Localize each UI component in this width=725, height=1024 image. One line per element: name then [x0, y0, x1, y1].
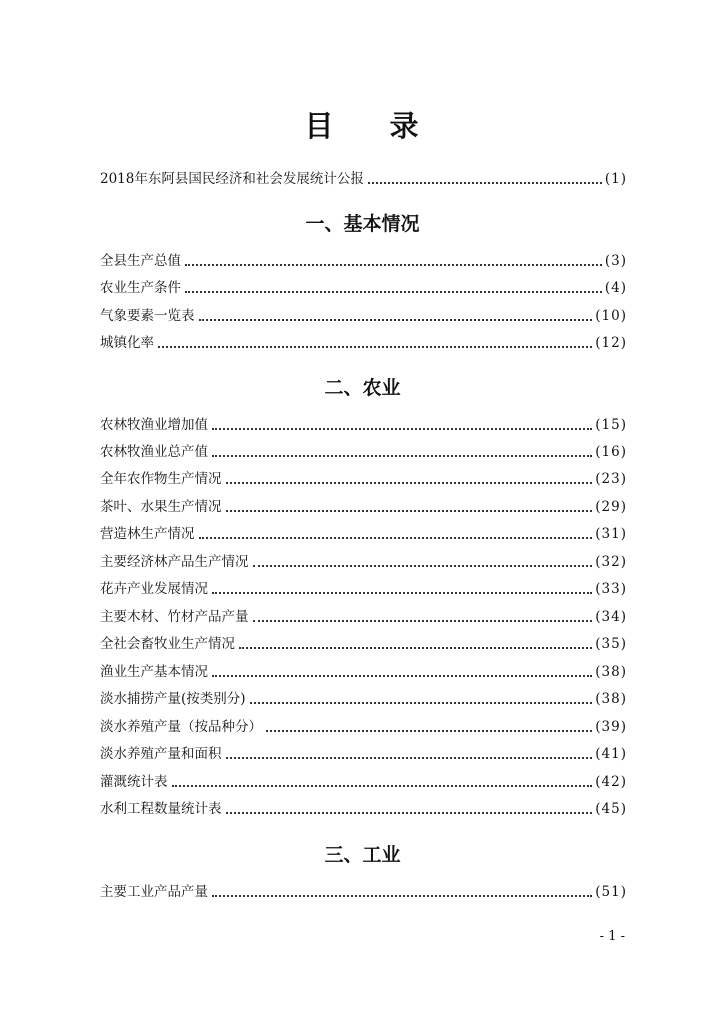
section-heading-basic: 一、基本情况 — [305, 213, 420, 235]
dot-leader — [239, 647, 592, 649]
toc-entry-page: (38) — [595, 691, 627, 707]
toc-entry[interactable] — [100, 439, 627, 461]
toc-entry-page: (45) — [595, 801, 627, 817]
toc-entry-label: 主要木材、竹材产品产量 — [100, 609, 249, 625]
toc-entry-label: 全县生产总值 — [100, 253, 181, 269]
toc-entry-page: (51) — [595, 884, 627, 900]
toc-entry-intro[interactable] — [100, 166, 627, 188]
dot-leader — [226, 482, 593, 484]
toc-entry-label: 淡水养殖产量（按品种分） — [100, 719, 262, 735]
toc-entry[interactable] — [100, 303, 627, 325]
toc-entry-label: 气象要素一览表 — [100, 308, 195, 324]
toc-entry[interactable] — [100, 549, 627, 571]
toc-entry-label: 淡水养殖产量和面积 — [100, 746, 222, 762]
toc-entry-label: 城镇化率 — [100, 335, 154, 351]
page-title — [0, 104, 725, 145]
toc-entry[interactable] — [100, 604, 627, 626]
dot-leader — [212, 428, 592, 430]
toc-entry-page: (39) — [595, 719, 627, 735]
dot-leader — [199, 537, 593, 539]
toc-entry-page: (23) — [595, 471, 627, 487]
dot-leader — [226, 757, 593, 759]
toc-entry-label: 渔业生产基本情况 — [100, 664, 208, 680]
toc-entry-label: 灌溉统计表 — [100, 774, 168, 790]
page-title-char-1: 目 — [304, 109, 336, 143]
toc-entry-page: (35) — [595, 636, 627, 652]
toc-entry[interactable] — [100, 412, 627, 434]
toc-entry[interactable] — [100, 714, 627, 736]
toc-entry-page: (16) — [595, 444, 627, 460]
dot-leader — [158, 346, 592, 348]
toc-entry-page: (12) — [595, 335, 627, 351]
dot-leader — [253, 620, 593, 622]
dot-leader — [368, 182, 602, 184]
toc-entry-label: 主要经济林产品生产情况 — [100, 554, 249, 570]
dot-leader — [250, 702, 593, 704]
toc-entry[interactable] — [100, 659, 627, 681]
toc-entry-page: (32) — [595, 554, 627, 570]
toc-entry-page: (10) — [595, 308, 627, 324]
toc-entry[interactable] — [100, 275, 627, 297]
toc-entry[interactable] — [100, 521, 627, 543]
page-title-char-2: 录 — [389, 109, 421, 143]
dot-leader — [185, 264, 602, 266]
toc-entry-label: 主要工业产品产量 — [100, 884, 208, 900]
toc-entry-page: (34) — [595, 609, 627, 625]
toc-entry-page: (1) — [604, 171, 627, 187]
toc-entry-page: (38) — [595, 664, 627, 680]
toc-entry-label: 全社会畜牧业生产情况 — [100, 636, 235, 652]
toc-entry[interactable] — [100, 466, 627, 488]
toc-entry-label: 茶叶、水果生产情况 — [100, 499, 222, 515]
toc-entry-page: (42) — [595, 774, 627, 790]
section-heading-agriculture: 二、农业 — [324, 377, 401, 399]
section-heading-industry: 三、工业 — [324, 844, 401, 866]
toc-entry[interactable] — [100, 741, 627, 763]
dot-leader — [253, 565, 593, 567]
toc-entry-page: (3) — [604, 253, 627, 269]
dot-leader — [212, 895, 592, 897]
toc-entry-label: 水利工程数量统计表 — [100, 801, 222, 817]
toc-entry-label: 农业生产条件 — [100, 280, 181, 296]
dot-leader — [199, 319, 593, 321]
dot-leader — [172, 785, 593, 787]
dot-leader — [226, 510, 593, 512]
toc-entry-page: (29) — [595, 499, 627, 515]
toc-entry-label: 2018年东阿县国民经济和社会发展统计公报 — [100, 171, 364, 187]
toc-entry-page: (31) — [595, 526, 627, 542]
toc-entry[interactable] — [100, 769, 627, 791]
dot-leader — [226, 812, 593, 814]
dot-leader — [185, 291, 602, 293]
toc-entry[interactable] — [100, 248, 627, 270]
toc-entry[interactable] — [100, 686, 627, 708]
dot-leader — [212, 455, 592, 457]
toc-entry[interactable] — [100, 631, 627, 653]
toc-entry[interactable] — [100, 796, 627, 818]
dot-leader — [212, 592, 592, 594]
toc-entry-label: 农林牧渔业增加值 — [100, 417, 208, 433]
toc-entry-label: 全年农作物生产情况 — [100, 471, 222, 487]
toc-entry-label: 花卉产业发展情况 — [100, 581, 208, 597]
toc-entry-page: (41) — [595, 746, 627, 762]
toc-entry-label: 营造林生产情况 — [100, 526, 195, 542]
toc-entry[interactable] — [100, 576, 627, 598]
toc-entry-page: (4) — [604, 280, 627, 296]
toc-entry[interactable] — [100, 879, 627, 901]
dot-leader — [212, 675, 592, 677]
toc-entry-page: (33) — [595, 581, 627, 597]
page-number: - 1 - — [599, 929, 625, 944]
toc-entry-page: (15) — [595, 417, 627, 433]
toc-entry[interactable] — [100, 330, 627, 352]
toc-entry-label: 农林牧渔业总产值 — [100, 444, 208, 460]
dot-leader — [266, 730, 592, 732]
toc-entry[interactable] — [100, 494, 627, 516]
toc-entry-label: 淡水捕捞产量(按类别分) — [100, 691, 246, 707]
